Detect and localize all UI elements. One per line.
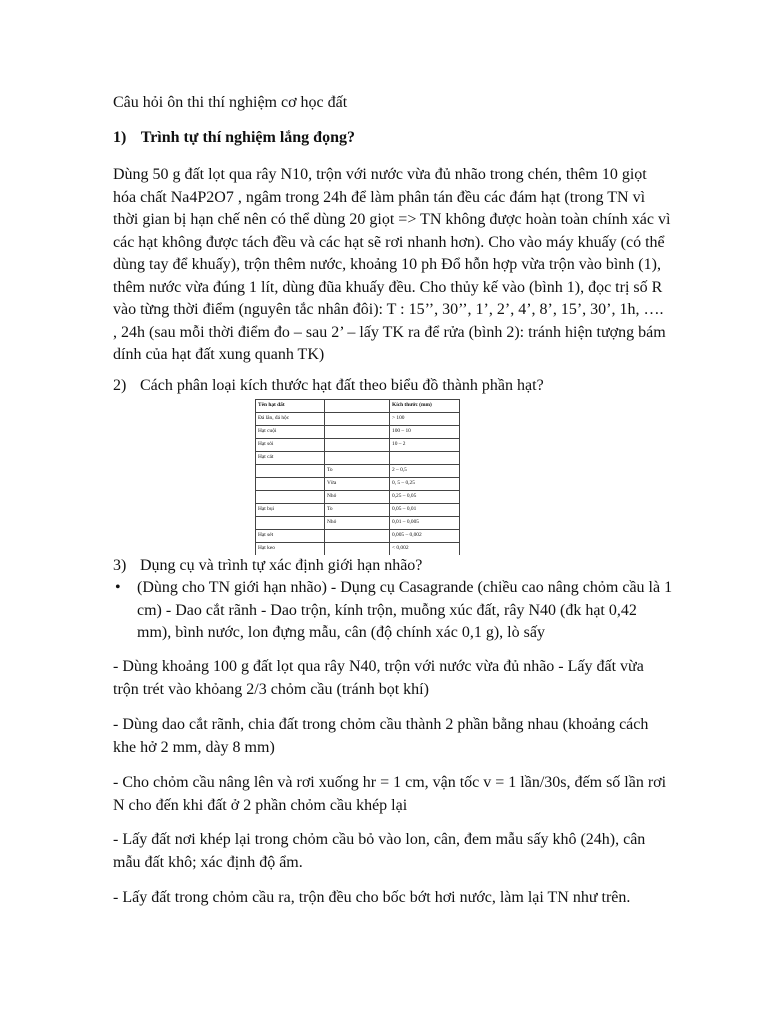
question-3-heading xyxy=(113,555,673,578)
table-cell: To xyxy=(325,504,390,517)
table-cell xyxy=(256,491,325,504)
question-1-body: Dùng 50 g đất lọt qua rây N10, trộn với nước vừa đủ nhão trong chén, thêm 10 giọt hóa chất Na4P2O7 , ngâm trong 24h để làm phân tán đều các đám hạt (trong TN vì thời gian bị hạn chế nên có thể dùng 20 giọt => TN không được hoàn toàn chính xác vì các hạt không được tách đều và các hạt sẽ rơi nhanh hơn). Cho vào máy khuấy (có thể dùng tay để khuấy), trộn thêm nước, khoảng 10 ph Đổ hỗn hợp vừa trộn vào bình (1), thêm nước vừa đúng 1 lít, dùng đũa khuấy đều. Cho thủy kế vào (bình 1), đọc trị số R vào từng thời điểm (nguyên tắc nhân đôi): T : 15’’, 30’’, 1’, 2’, 4’, 8’, 15’, 30’, 1h, …. , 24h (sau mỗi thời điểm đo – sau 2’ – lấy TK ra để rửa (bình 2): tránh hiện tượng bám dính của hạt đất xung quanh TK) xyxy=(113,166,671,363)
question-2-number: 2) xyxy=(113,377,127,394)
table-cell: Hạt cát xyxy=(256,452,325,465)
table-cell: Đá lăn, đá hộc xyxy=(256,413,325,426)
procedure-step-4: - Lấy đất nơi khép lại trong chỏm cầu bỏ vào lon, cân, đem mẫu sấy khô (24h), cân mẫu đất khô; xác định độ ẩm. xyxy=(113,831,646,871)
table-row xyxy=(256,504,460,517)
table-cell: To xyxy=(325,465,390,478)
table-cell xyxy=(390,452,460,465)
table-cell: 0, 5 – 0,25 xyxy=(390,478,460,491)
header-cell: Kích thước (mm) xyxy=(390,400,460,413)
table-cell: 100 – 10 xyxy=(390,426,460,439)
table-cell xyxy=(256,517,325,530)
question-1-heading xyxy=(113,127,673,150)
table-row xyxy=(256,439,460,452)
table-cell xyxy=(325,543,390,556)
table-row xyxy=(256,517,460,530)
table-cell xyxy=(256,465,325,478)
table-cell xyxy=(325,452,390,465)
table-row xyxy=(256,426,460,439)
table-cell: 0,005 – 0,002 xyxy=(390,530,460,543)
document-title: Câu hỏi ôn thi thí nghiệm cơ học đất xyxy=(113,94,348,111)
bullet-marker: • xyxy=(115,579,121,596)
question-1-title: Trình tự thí nghiệm lắng đọng? xyxy=(140,129,355,146)
table-row xyxy=(256,530,460,543)
header-cell: Tên hạt đất xyxy=(256,400,325,413)
table-header-row xyxy=(256,400,460,413)
procedure-step-1: - Dùng khoảng 100 g đất lọt qua rây N40, trộn với nước vừa đủ nhão - Lấy đất vừa trộn trét vào khỏang 2/3 chỏm cầu (tránh bọt khí) xyxy=(113,658,644,698)
table-cell: Hạt keo xyxy=(256,543,325,556)
question-3-title: Dụng cụ và trình tự xác định giới hạn nhão? xyxy=(140,557,423,574)
header-cell xyxy=(325,400,390,413)
table-cell xyxy=(256,478,325,491)
table-cell: Vừa xyxy=(325,478,390,491)
procedure-step-2: - Dùng dao cắt rãnh, chia đất trong chỏm cầu thành 2 phần bằng nhau (khoảng cách khe hở 2 mm, dày 8 mm) xyxy=(113,716,649,756)
table-cell: 0,25 – 0,05 xyxy=(390,491,460,504)
table-cell xyxy=(325,530,390,543)
question-3-number: 3) xyxy=(113,557,127,574)
table-cell xyxy=(325,413,390,426)
table-row xyxy=(256,413,460,426)
question-2-heading xyxy=(113,375,673,398)
grain-size-table xyxy=(255,399,460,555)
procedure-step-3: - Cho chỏm cầu nâng lên và rơi xuống hr = 1 cm, vận tốc v = 1 lần/30s, đếm số lần rơi N cho đến khi đất ở 2 phần chỏm cầu khép lại xyxy=(113,774,667,814)
equipment-list-text: (Dùng cho TN giới hạn nhão) - Dụng cụ Casagrande (chiều cao nâng chỏm cầu là 1 cm) - Dao cắt rãnh - Dao trộn, kính trộn, muỗng xúc đất, rây N40 (đk hạt 0,42 mm), bình nước, lon đựng mẫu, cân (độ chính xác 0,1 g), lò sấy xyxy=(137,579,673,641)
table-row xyxy=(256,491,460,504)
table-cell: 0,01 – 0,005 xyxy=(390,517,460,530)
table-cell: > 100 xyxy=(390,413,460,426)
table-row xyxy=(256,543,460,556)
table-cell: Hạt sét xyxy=(256,530,325,543)
table-cell: 10 – 2 xyxy=(390,439,460,452)
table-cell: < 0,002 xyxy=(390,543,460,556)
table-cell: Hạt cuội xyxy=(256,426,325,439)
table-cell: Nhỏ xyxy=(325,517,390,530)
table-cell xyxy=(325,426,390,439)
question-1-number: 1) xyxy=(113,129,127,146)
table-cell: Hạt bụi xyxy=(256,504,325,517)
table-cell xyxy=(325,439,390,452)
table-row xyxy=(256,452,460,465)
table-cell: Nhỏ xyxy=(325,491,390,504)
table-cell: 0,05 – 0,01 xyxy=(390,504,460,517)
table-cell: Hạt sỏi xyxy=(256,439,325,452)
procedure-step-5: - Lấy đất trong chỏm cầu ra, trộn đều cho bốc bớt hơi nước, làm lại TN như trên. xyxy=(113,889,631,906)
table-row xyxy=(256,465,460,478)
table-cell: 2 – 0,5 xyxy=(390,465,460,478)
question-2-title: Cách phân loại kích thước hạt đất theo biểu đồ thành phần hạt? xyxy=(140,377,544,394)
table-row xyxy=(256,478,460,491)
